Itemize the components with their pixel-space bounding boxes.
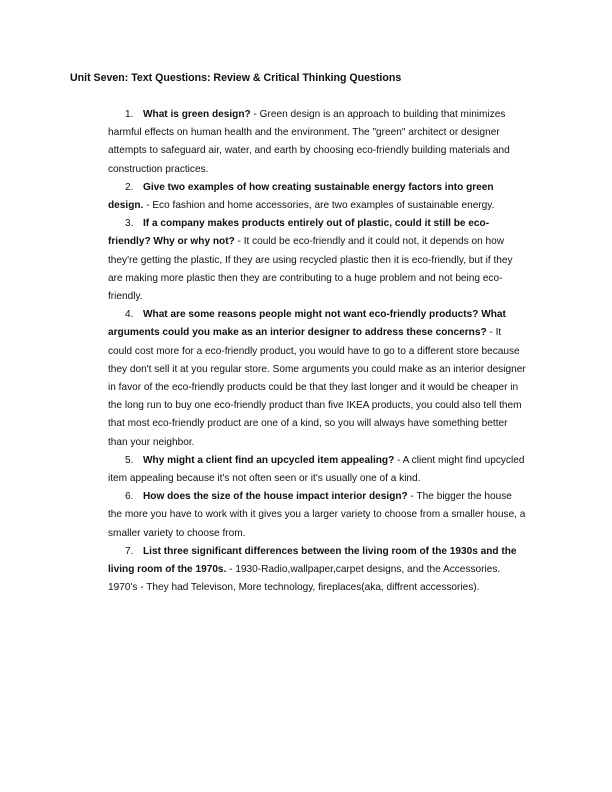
question-text: How does the size of the house impact interior design? bbox=[143, 491, 408, 503]
question-number: 1. bbox=[125, 109, 134, 120]
answer-text: - Green design is an approach to building that minimizes harmful effects on human health and the environment. The "green" architect or designer attempts to safeguard air, water, and earth by choosing eco-friendly building materials and construction practices. bbox=[108, 109, 510, 175]
question-item-3 bbox=[108, 215, 526, 306]
question-number: 5. bbox=[125, 454, 134, 466]
answer-text: - It could be eco-friendly and it could not, it depends on how they're getting the plastic, If they are using recycled plastic then it is eco-friendly, but if they are making more plastic then they are contributing to a huge problem and not being eco-friendly. bbox=[108, 236, 513, 303]
question-number: 4. bbox=[125, 309, 134, 321]
question-item-7 bbox=[108, 543, 526, 598]
document-title: Unit Seven: Text Questions: Review & Critical Thinking Questions bbox=[70, 72, 402, 84]
question-text: Give two examples of how creating sustainable energy factors into green design. bbox=[108, 181, 494, 212]
question-text: What are some reasons people might not want eco-friendly products? What arguments could you make as an interior designer to address these concerns? bbox=[108, 309, 506, 339]
question-text: Why might a client find an upcycled item appealing? bbox=[143, 454, 395, 466]
question-item-2 bbox=[108, 179, 526, 215]
answer-text: - A client might find upcycled item appealing because it's not often seen or it's usually one of a kind. bbox=[108, 454, 525, 485]
question-number: 7. bbox=[125, 545, 134, 557]
question-text: If a company makes products entirely out of plastic, could it still be eco-friendly? Why or why not? bbox=[108, 218, 490, 248]
question-number: 2. bbox=[125, 181, 134, 193]
answer-text: - It could cost more for a eco-friendly product, you would have to go to a different store because they don't sell it at you regular store. Some arguments you could make as an interior designer in favor of the eco-friendly products could be that they last longer and it would be cheaper in the long run to buy one eco-friendly product than five IKEA products, you could also tell them that most eco-friendly product are one of a kind, so you will always have something better than your neighbor. bbox=[108, 327, 526, 448]
question-list bbox=[108, 106, 526, 597]
answer-text: - Eco fashion and home accessories, are two examples of sustainable energy. bbox=[143, 200, 495, 212]
question-item-5 bbox=[108, 452, 526, 488]
question-item-6 bbox=[108, 488, 526, 543]
question-number: 3. bbox=[125, 218, 134, 230]
answer-text: - The bigger the house the more you have to work with it gives you a larger variety to choose from a smaller house, a smaller variety to choose from. bbox=[108, 491, 526, 539]
question-item-4 bbox=[108, 306, 526, 452]
question-number: 6. bbox=[125, 491, 134, 503]
answer-text: - 1930-Radio,wallpaper,carpet designs, and the Accessories. 1970's - They had Televison, More technology, fireplaces(aka, diffrent accessories). bbox=[108, 564, 501, 594]
question-item-1 bbox=[108, 106, 526, 179]
question-text: List three significant differences between the living room of the 1930s and the living room of the 1970s. bbox=[108, 545, 517, 576]
question-text: What is green design? bbox=[143, 109, 251, 120]
